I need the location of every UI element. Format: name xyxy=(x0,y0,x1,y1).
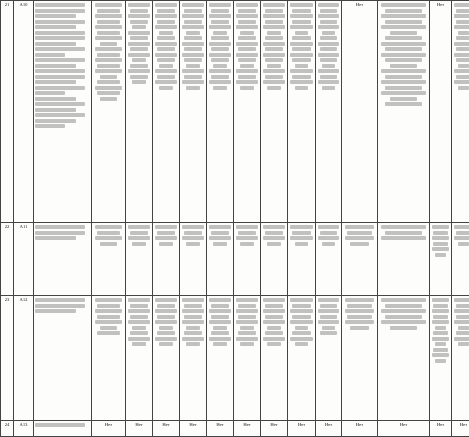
table-cell xyxy=(207,296,234,421)
table-cell xyxy=(452,296,469,421)
table-cell: Нет xyxy=(92,421,126,437)
table-cell xyxy=(180,1,207,223)
table-cell: Нет xyxy=(288,421,316,437)
table-cell xyxy=(261,296,288,421)
table-cell: Нет xyxy=(261,421,288,437)
row-name xyxy=(34,421,92,437)
table-cell xyxy=(153,1,180,223)
row-code: А12 xyxy=(14,296,34,421)
table-cell xyxy=(126,223,153,296)
table-cell xyxy=(234,223,261,296)
table-cell: Нет xyxy=(180,421,207,437)
table-cell: Нет xyxy=(430,1,452,223)
table-cell xyxy=(92,1,126,223)
table-cell: Нет xyxy=(430,421,452,437)
table-cell xyxy=(430,296,452,421)
table-cell xyxy=(126,296,153,421)
table-cell xyxy=(126,1,153,223)
table-row xyxy=(1,421,469,437)
row-code: А11 xyxy=(14,223,34,296)
table-cell: Нет xyxy=(126,421,153,437)
table-cell xyxy=(288,1,316,223)
table-cell xyxy=(92,296,126,421)
table-cell xyxy=(288,296,316,421)
row-number: 22 xyxy=(1,223,14,296)
table-row xyxy=(1,296,469,421)
row-number: 23 xyxy=(1,296,14,421)
table-cell: Нет xyxy=(234,421,261,437)
table-cell: Нет xyxy=(378,421,430,437)
table-row xyxy=(1,223,469,296)
table-cell xyxy=(207,223,234,296)
table-cell xyxy=(261,1,288,223)
table-cell: Нет xyxy=(452,421,469,437)
table-cell xyxy=(234,296,261,421)
table-cell xyxy=(430,223,452,296)
row-code: А13 xyxy=(14,421,34,437)
row-name xyxy=(34,1,92,223)
row-name xyxy=(34,223,92,296)
table-cell xyxy=(342,296,378,421)
table-cell xyxy=(342,223,378,296)
table-cell xyxy=(234,1,261,223)
table-cell xyxy=(316,296,342,421)
table-cell xyxy=(153,223,180,296)
table-cell xyxy=(316,223,342,296)
table-cell xyxy=(452,223,469,296)
row-number: 21 xyxy=(1,1,14,223)
table-cell xyxy=(261,223,288,296)
table-cell xyxy=(378,1,430,223)
table-cell xyxy=(92,223,126,296)
table-row xyxy=(1,1,469,223)
row-number: 24 xyxy=(1,421,14,437)
table-cell xyxy=(180,223,207,296)
table-cell xyxy=(288,223,316,296)
table-cell xyxy=(378,296,430,421)
table-cell: Нет xyxy=(153,421,180,437)
table-cell xyxy=(153,296,180,421)
table-cell xyxy=(207,1,234,223)
row-code: А10 xyxy=(14,1,34,223)
row-name xyxy=(34,296,92,421)
table-cell xyxy=(316,1,342,223)
table-cell: Нет xyxy=(342,421,378,437)
table-cell: Нет xyxy=(342,1,378,223)
table-cell xyxy=(180,296,207,421)
table-cell xyxy=(452,1,469,223)
table-cell: Нет xyxy=(316,421,342,437)
table-cell: Нет xyxy=(207,421,234,437)
table-cell xyxy=(378,223,430,296)
